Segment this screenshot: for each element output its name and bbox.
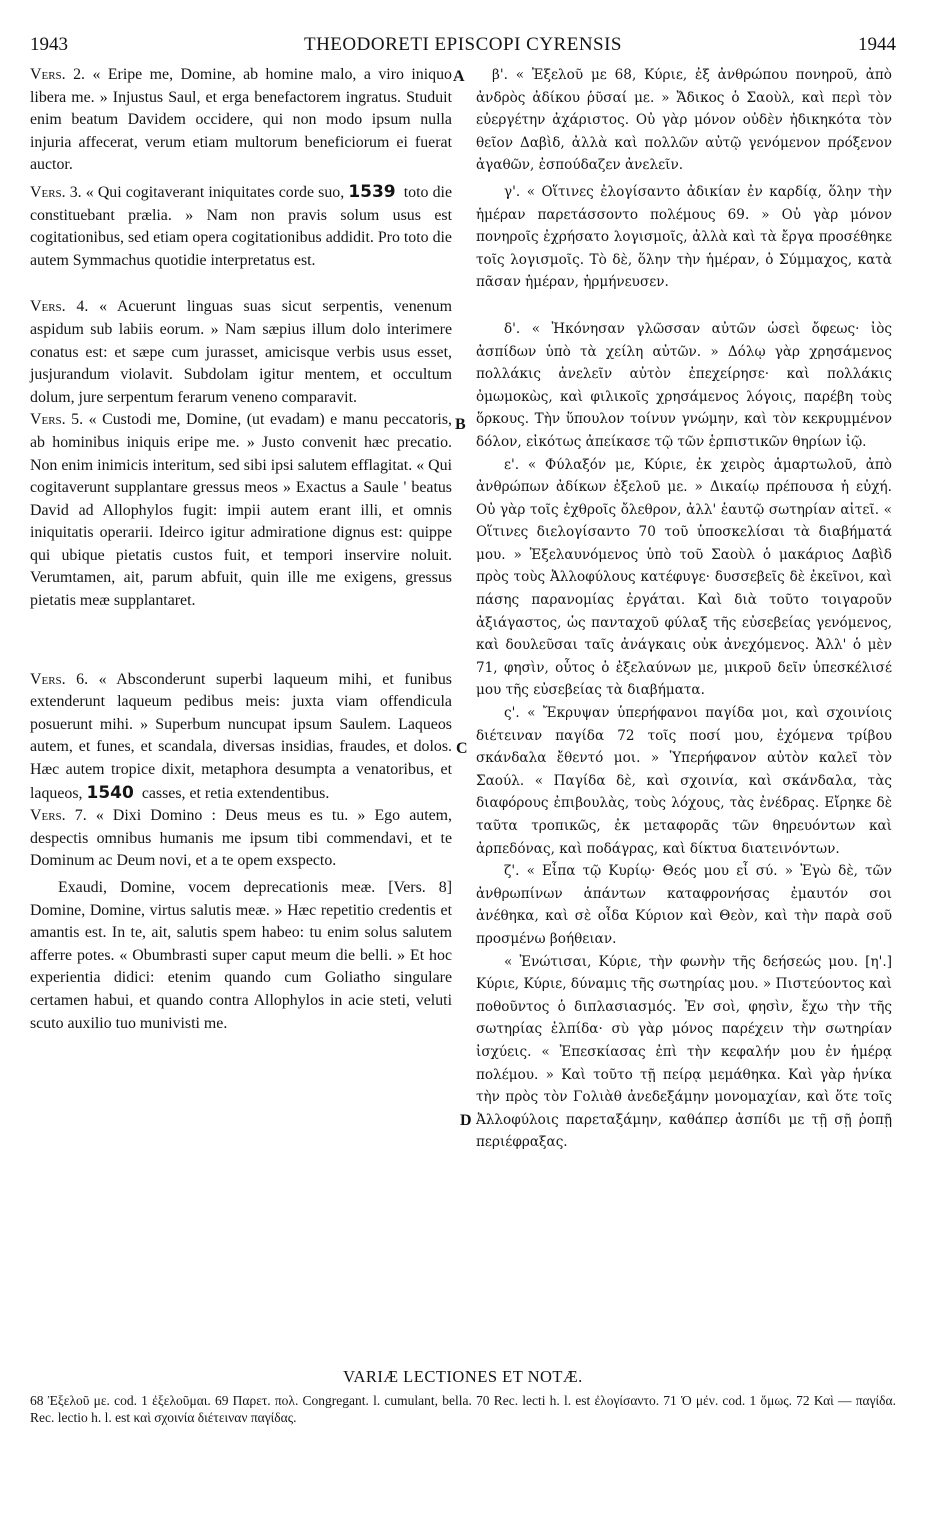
latin-verse-2: Vers. 2. « Eripe me, Domine, ab homine malo, a viro iniquo libera me. » Injustus Saul, et erga benefactorem ingratus. Studuit enim beatum Davidem occidere, qui non modo ipsum nulla injuria affecerat, verum etiam multorum beneficiorum ei fuerat auctor.: [30, 66, 452, 174]
greek-verse-3: γ'. « Οἵτινες ἐλογίσαντο ἀδικίαν ἐν καρδίᾳ, ὅλην τὴν ἡμέραν παρετάσσοντο πολέμους 69. » Οὐ γὰρ μόνον πονηροῖς ἐχρήσατο λογισμοῖς, ἀλλὰ καὶ τὰ ἔργα προσέθηκε τοῖς λογισμοῖς. Τὸ δὲ, ὅλην τὴν ἡμέραν, ὁ Σύμμαχος, κατὰ πᾶσαν ἡμέραν, ἡρμήνευσεν.: [476, 183, 892, 291]
greek-verse-7: ζ'. « Εἶπα τῷ Κυρίῳ· Θεός μου εἶ σύ. » Ἐγὼ δὲ, τῶν ἀνθρωπίνων ἁπάντων καταφρονήσας ἐμαυτόν σοι ἀνέθηκα, καὶ σὲ οἶδα Κύριον καὶ Θεὸν, καὶ τὴν παρὰ σοῦ προσμένω βοήθειαν.: [476, 863, 892, 947]
column-number-1540: 1540: [86, 782, 134, 803]
greek-verse-6: ς'. « Ἔκρυψαν ὑπερήφανοι παγίδα μοι, καὶ σχοινίοις διέτειναν παγίδα 72 τοῖς ποσί μου, ἐχόμενα τρίβου σκάνδαλα ἔθεντό μοι. » Ὑπερήφανον αὐτὸν καλεῖ τὸν Σαούλ. « Παγίδα δὲ, καὶ σχοινία, καὶ σκάνδαλα, τὰς διαφόρους ἐπιβουλὰς, τοὺς λόχους, τὰς ἐνέδρας. Εἴρηκε δὲ ταῦτα τροπικῶς, ἐκ μεταφορᾶς τῶν θηρευόντων καὶ ἀρπεδόνας, καὶ ποδάγρας, καὶ δίκτυα διατεινόντων.: [476, 705, 892, 857]
page-number-right: 1944: [858, 34, 896, 55]
running-title: THEODORETI EPISCOPI CYRENSIS: [303, 34, 623, 55]
margin-marker-d: D: [460, 1112, 472, 1129]
latin-verse-5: Vers. 5. « Custodi me, Domine, (ut evadam) e manu peccatoris, ab hominibus iniquis eripe me. » Justo convenit hæc precatio. Non enim inimicis interitum, sed sibi ipsi salutem efflagitat. « Qui cogitaverunt supplantare gressus meos » Exactus a Saule ' beatus David ad Allophylos fugit: impii autem erant illi, et omnis iniquitatis operarii. Ideirco igitur admiratione dignus est: quippe qui ubique pietatis custos fuit, et tempori inservire noluit. Verumtamen, ait, parum abfuit, quin ille me exigens, gressus pietatis meæ supplantaret.: [30, 411, 452, 610]
margin-marker-c: C: [456, 740, 468, 757]
greek-column: [476, 64, 892, 1154]
running-header: [30, 30, 896, 60]
notes-title: VARIÆ LECTIONES ET NOTÆ.: [343, 1367, 583, 1386]
latin-verse-7: Vers. 7. « Dixi Domino : Deus meus es tu. » Ego autem, despectis omnibus humanis me ipsum tibi commendavi, et te Dominum ac Deum novi, et a te opem exspecto.: [30, 807, 452, 870]
latin-verse-4: Vers. 4. « Acuerunt linguas suas sicut serpentis, venenum aspidum sub labiis eorum. » Nam sæpius illum dolo interimere conatus est: et sæpe cum jurasset, amicisque verbis usus esset, jusjurandum violavit. Subdolam igitur mentem, et occultum dolum, jure serpentum ferarum veneno comparavit.: [30, 298, 452, 406]
page-number-left: 1943: [30, 34, 68, 55]
latin-verse-6: Vers. 6. « Absconderunt superbi laqueum mihi, et funibus extenderunt laqueum pedibus meis: juxta viam offendicula posuerunt mihi. » Superbum nuncupat ipsum Saulem. Laqueos autem, et funes, et scandala, diversas insidias, fraudes, et dolos. Hæc autem tropice dixit, metaphora desumpta a venatoribus, et laqueos, 1540 casses, et retia extendentibus.: [30, 670, 452, 803]
greek-verse-4: δ'. « Ἠκόνησαν γλῶσσαν αὐτῶν ὡσεὶ ὄφεως· ἰὸς ἀσπίδων ὑπὸ τὰ χείλη αὐτῶν. » Δόλῳ γὰρ χρησάμενος πολλάκις ἀνελεῖν αὐτὸν ἐπεχείρησε· καὶ πολλάκις ὀμωμοκὼς, καὶ φιλικοῖς χρησάμενος λόγοις, παρέβη τοὺς ὅρκους. Τὴν ὕπουλον τοίνυν γνώμην, καὶ τὸν κεκρυμμένον δόλον, εἰκότως ἀπείκασε τῷ τῶν ἑρπιστικῶν θηρίων ἰῷ.: [476, 320, 892, 450]
greek-verse-2: β'. « Ἐξελοῦ με 68, Κύριε, ἐξ ἀνθρώπου πονηροῦ, ἀπὸ ἀνδρὸς ἀδίκου ῥῦσαί με. » Ἄδικος ὁ Σαοὺλ, καὶ περὶ τὸν εὐεργέτην ἀχάριστος. Οὐ γὰρ μόνον οὐδὲν ἠδικηκότα τὸν θεῖον Δαβὶδ, ἀλλὰ καὶ πολλῶν αὐτῷ γενόμενον πρόξενον ἀγαθῶν, ἐσπούδαζεν ἀνελεῖν.: [476, 67, 892, 174]
latin-verse-3: Vers. 3. « Qui cogitaverant iniquitates corde suo, 1539 toto die constituebant prælia. » Nam non pravis solum usus est cogitationibus, sed etiam opera cogitationibus addidit. Pro toto die autem Symmachus quotidie interpretatus est.: [30, 181, 453, 269]
greek-verse-5: ε'. « Φύλαξόν με, Κύριε, ἐκ χειρὸς ἁμαρτωλοῦ, ἀπὸ ἀνθρώπων ἀδίκων ἐξελοῦ με. » Δικαίῳ πρέπουσα ἡ εὐχή. Οὐ γὰρ τοῖς ἐχθροῖς ὄλεθρον, ἀλλ' ἑαυτῷ σωτηρίαν αἰτεῖ. « Οἵτινες διελογίσαντο 70 τοῦ ὑποσκελίσαι τὰ διαβήματά μου. » Ἐξελαυνόμενος ὑπὸ τοῦ Σαοὺλ ὁ μακάριος Δαβὶδ πρὸς τοὺς Ἀλλοφύλους κατέφυγε· δυσσεβεῖς δὲ ἐκεῖνοι, καὶ πάσης παρανομίας ἐργάται. Καὶ διὰ τοῦτο τοιγαροῦν ἀξιάγαστος, ὡς πανταχοῦ φύλαξ τῆς εὐσεβείας γενόμενος, καὶ δουλεῦσαι ταῖς ἀνάγκαις οὐκ ἀνεχόμενος. Ἀλλ' ὁ μὲν 71, φησὶν, οὗτος ὁ ἐξελαύνων με, μικροῦ δεῖν ὑπεσκέλισέ μου τῆς εὐσεβείας τὰ διαβήματα.: [476, 456, 892, 699]
margin-marker-a: A: [453, 68, 465, 85]
greek-verse-8: « Ἐνώτισαι, Κύριε, τὴν φωνὴν τῆς δεήσεώς μου. [η'.] Κύριε, Κύριε, δύναμις τῆς σωτηρίας μου. » Πιστεύοντος καὶ ποθοῦντος ὁ διπλασιασμός. Ἐν σοὶ, φησὶν, ἔχω τὴν τῆς σωτηρίας ἐλπίδα· σὺ γὰρ μόνος παρέχειν τὴν σωτηρίαν ἰσχύεις. « Ἐπεσκίασας ἐπὶ τὴν κεφαλήν μου ἐν ἡμέρᾳ πολέμου. » Καὶ τοῦτο τῇ πείρᾳ μεμάθηκα. Καὶ γὰρ ἡνίκα τὴν πρὸς τὸν Γολιὰθ ἀνεδεξάμην μονομαχίαν, καὶ ὅτε τοῖς Ἀλλοφύλοις παρεταξάμην, καθάπερ ἀσπίδι με τῇ σῇ ῥοπῇ περιέφραξας.: [476, 953, 892, 1151]
latin-verse-8: Exaudi, Domine, vocem deprecationis meæ. [Vers. 8] Domine, Domine, virtus salutis meæ. » Hæc repetitio credentis et amantis est. In te, ait, salutis spem habeo: tu enim solus salutem afferre potes. « Obumbrasti super caput meum die belli. » Et hoc experientia didici: etenim quando cum Goliatho singulare certamen habui, et quando contra Allophylos in acie steti, veluti scuto auxilio tuo munivisti me.: [30, 879, 452, 1032]
latin-column: [30, 64, 452, 1035]
column-number-1539: 1539: [348, 181, 396, 202]
margin-marker-b: B: [455, 416, 466, 433]
notes-text: 68 Ἐξελοῦ με. cod. 1 ἐξελοῦμαι. 69 Παρετ. πολ. Congregant. l. cumulant, bella. 70 Rec. lecti h. l. est ἐλογίσαντο. 71 Ὁ μέν. cod. 1 ὅμως. 72 Καὶ — παγίδα. Rec. lectio h. l. est καὶ σχοινία διέτειναν παγίδας.: [30, 1393, 896, 1425]
